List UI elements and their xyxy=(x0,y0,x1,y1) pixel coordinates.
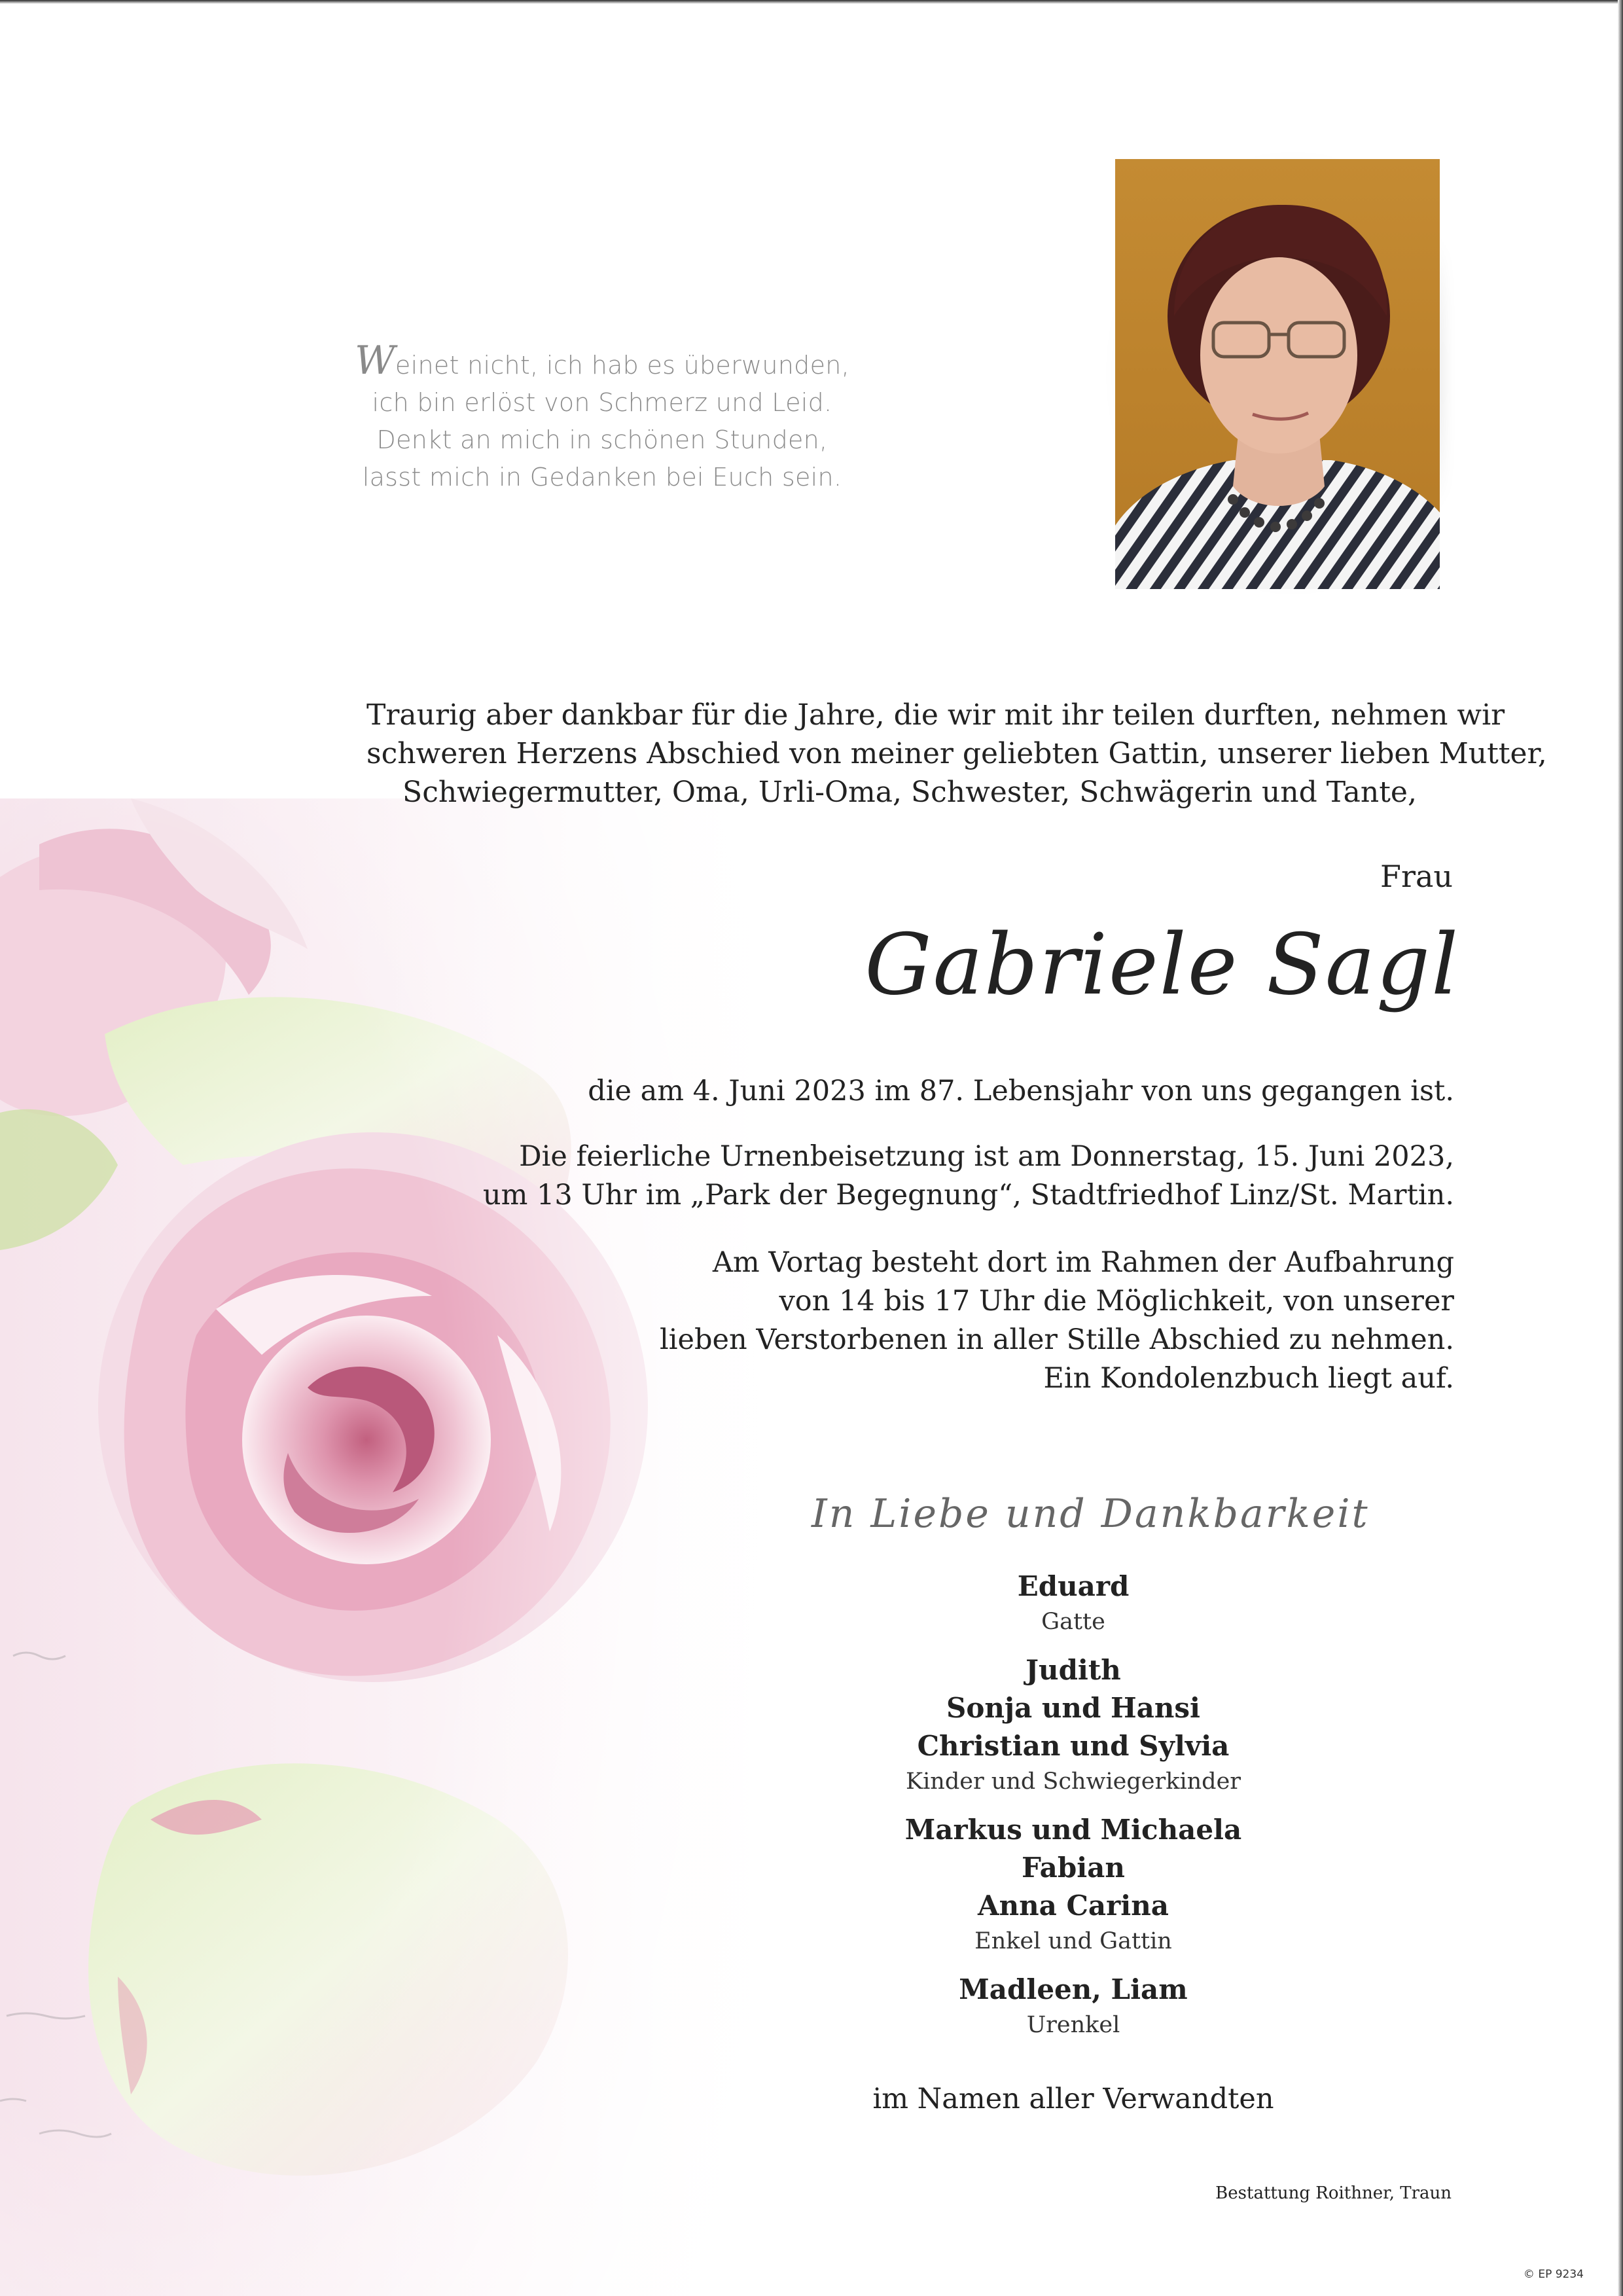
poem-line-1-rest: einet nicht, ich hab es überwunden, xyxy=(395,351,850,380)
ceremony-info xyxy=(483,1138,1454,1215)
death-line: die am 4. Juni 2023 im 87. Lebensjahr von uns gegangen ist. xyxy=(588,1075,1454,1107)
poem-line-4: lasst mich in Gedanken bei Euch sein. xyxy=(362,463,842,492)
mourner-name: Madleen, Liam xyxy=(959,1973,1188,2005)
mourner-relation: Urenkel xyxy=(1026,2012,1120,2038)
mourner-relation: Enkel und Gattin xyxy=(974,1928,1172,1954)
viewing-info xyxy=(660,1244,1454,1398)
mourner-relation: Gatte xyxy=(1041,1609,1105,1635)
mourner-group xyxy=(785,1568,1361,1638)
poem-line-2: ich bin erlöst von Schmerz und Leid. xyxy=(372,388,832,417)
mourner-group xyxy=(785,1651,1361,1798)
poem-line-3: Denkt an mich in schönen Stunden, xyxy=(376,425,828,454)
poem-initial: W xyxy=(354,338,395,384)
mourner-name: Sonja und Hansi xyxy=(946,1692,1200,1724)
viewing-line-1: Am Vortag besteht dort im Rahmen der Aufbahrung xyxy=(712,1246,1454,1279)
poem xyxy=(340,338,864,496)
deceased-name: Gabriele Sagl xyxy=(865,916,1459,1014)
viewing-line-3: lieben Verstorbenen in aller Stille Abschied zu nehmen. xyxy=(660,1323,1454,1356)
intro-line-1: Traurig aber dankbar für die Jahre, die wir mit ihr teilen durften, nehmen wir xyxy=(366,698,1505,732)
ceremony-line-1: Die feierliche Urnenbeisetzung ist am Donnerstag, 15. Juni 2023, xyxy=(519,1140,1454,1173)
mourner-name: Anna Carina xyxy=(978,1890,1169,1922)
template-code: © EP 9234 xyxy=(1523,2268,1584,2281)
rose-background-image xyxy=(0,798,785,2296)
scan-edge-right xyxy=(1618,0,1623,2296)
title-word: Frau xyxy=(1380,859,1453,894)
undertaker-credit: Bestattung Roithner, Traun xyxy=(1215,2183,1452,2203)
closing-line: im Namen aller Verwandten xyxy=(872,2083,1274,2115)
intro-line-3: Schwiegermutter, Oma, Urli-Oma, Schwester, Schwägerin und Tante, xyxy=(402,776,1417,809)
scan-edge-top xyxy=(0,0,1623,4)
poem-line-1 xyxy=(340,338,864,384)
ceremony-line-2: um 13 Uhr im „Park der Begegnung“, Stadtfriedhof Linz/St. Martin. xyxy=(482,1179,1454,1211)
mourner-name: Judith xyxy=(1026,1654,1121,1686)
mourner-relation: Kinder und Schwiegerkinder xyxy=(905,1768,1241,1795)
death-notice xyxy=(588,1072,1454,1111)
mourners-list xyxy=(785,1568,1361,2054)
viewing-line-2: von 14 bis 17 Uhr die Möglichkeit, von unserer xyxy=(779,1285,1454,1318)
mourner-group xyxy=(785,1971,1361,2041)
mourner-name: Eduard xyxy=(1017,1570,1130,1602)
mourner-group xyxy=(785,1811,1361,1958)
mourner-name: Fabian xyxy=(1022,1852,1125,1884)
mourner-name: Markus und Michaela xyxy=(904,1814,1242,1846)
viewing-line-4: Ein Kondolenzbuch liegt auf. xyxy=(1043,1362,1454,1395)
intro-line-2: schweren Herzens Abschied von meiner geliebten Gattin, unserer lieben Mutter, xyxy=(366,737,1547,770)
portrait-photo xyxy=(1115,159,1440,589)
mourner-name: Christian und Sylvia xyxy=(917,1730,1230,1762)
love-heading: In Liebe und Dankbarkeit xyxy=(812,1491,1370,1537)
intro-text xyxy=(366,696,1547,812)
